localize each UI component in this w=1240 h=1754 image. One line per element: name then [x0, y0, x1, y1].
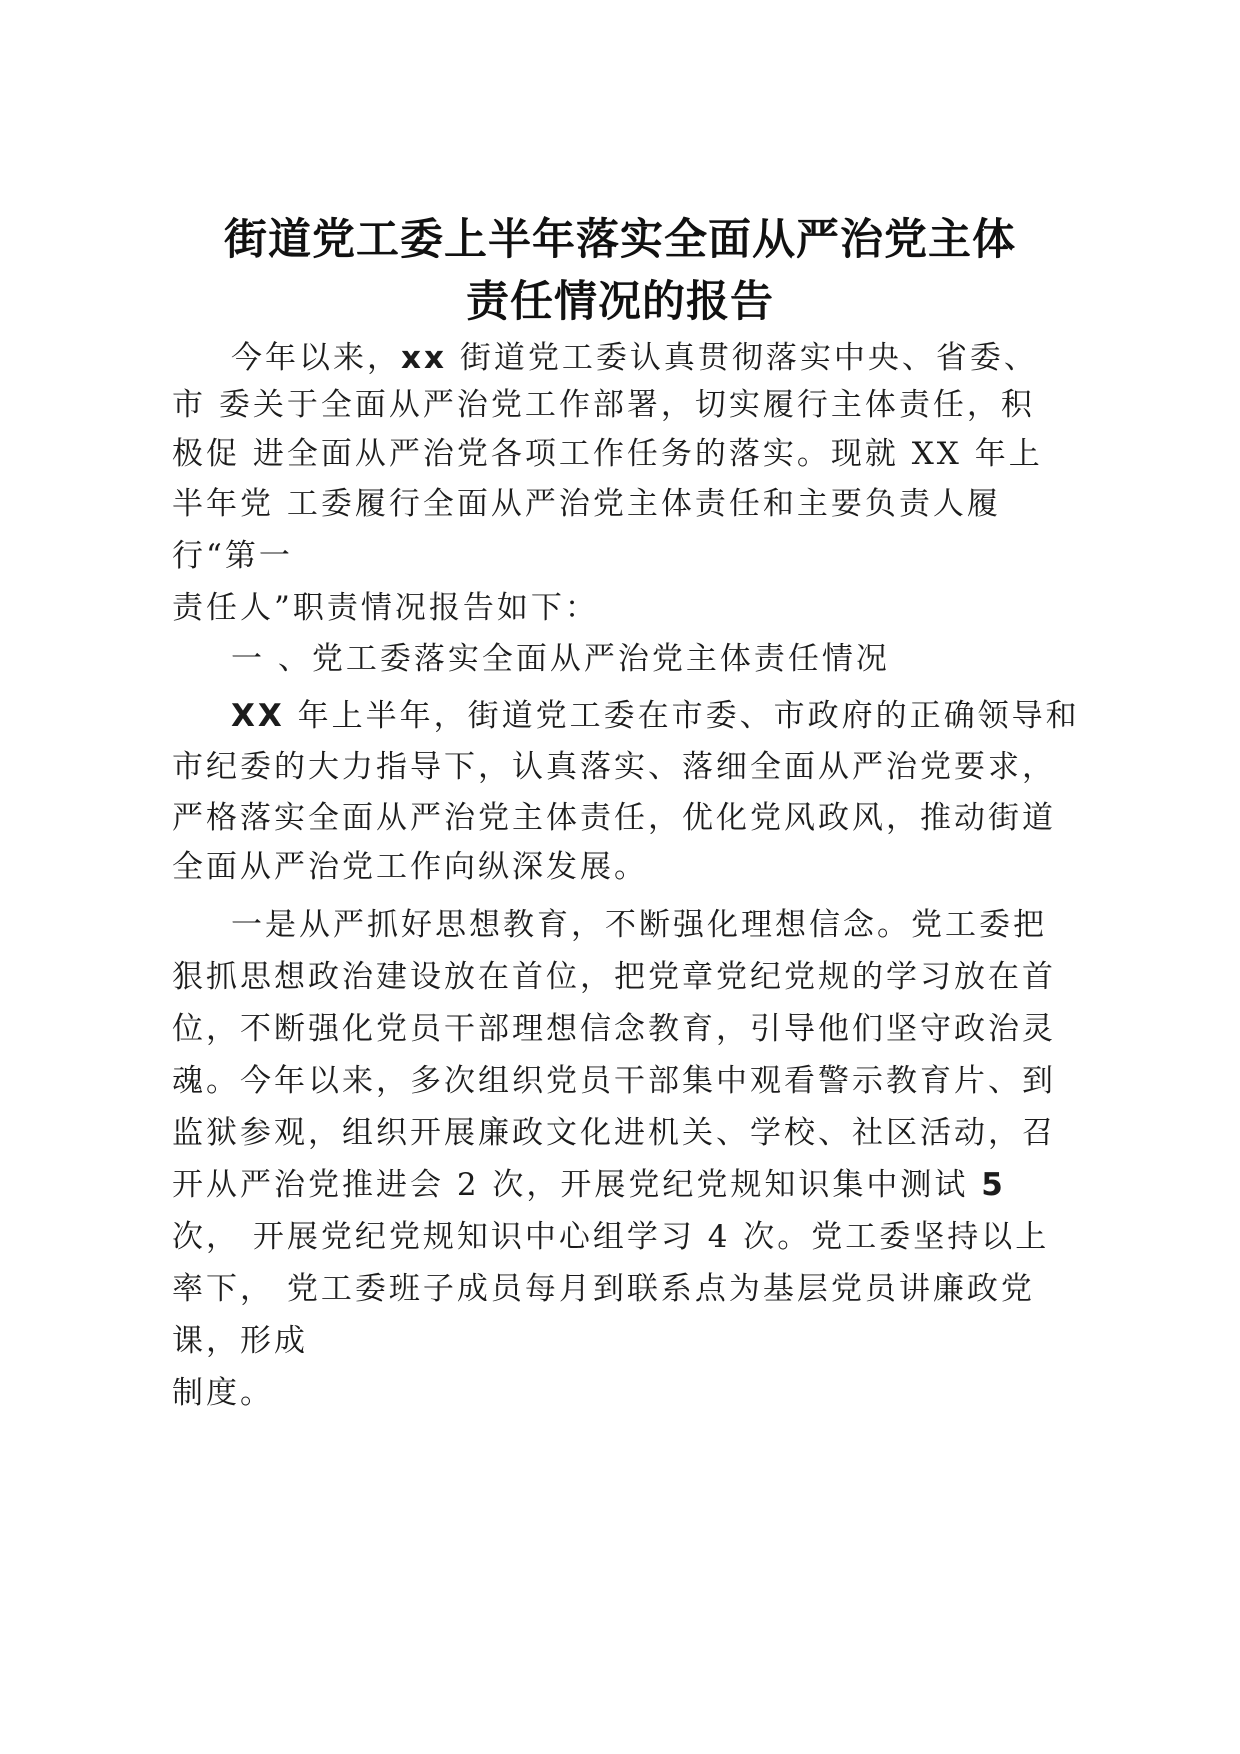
para3-line-4: 魂。今年以来，多次组织党员干部集中观看警示教育片、到 [172, 1063, 1056, 1099]
para2-year-placeholder: XX [231, 698, 285, 734]
para3-line-10: 制度。 [172, 1375, 274, 1411]
para3-line-7: 次， 开展党纪党规知识中心组学习 4 次。党工委坚持以上 [172, 1219, 1050, 1255]
document-title-line-1: 街道党工委上半年落实全面从严治党主体 [224, 215, 1016, 265]
section-heading-1: 一 、党工委落实全面从严治党主体责任情况 [231, 641, 890, 677]
para2-line-3: 严格落实全面从严治党主体责任，优化党风政风，推动街道 [172, 800, 1056, 836]
intro-text: 街道党工委认真贯彻落实中央、省委、 [447, 340, 1038, 376]
para3-line-8: 率下， 党工委班子成员每月到联系点为基层党员讲廉政党 [172, 1271, 1035, 1307]
para3-count: 5 [981, 1167, 1006, 1203]
para3-line-9: 课，形成 [172, 1323, 308, 1359]
para3-line-6 [172, 1163, 1006, 1207]
para2-line-4: 全面从严治党工作向纵深发展。 [172, 849, 648, 885]
intro-line-5: 行“第一 [172, 538, 293, 574]
para2-text: 年上半年，街道党工委在市委、市政府的正确领导和 [284, 698, 1080, 734]
document-title-line-2: 责任情况的报告 [466, 277, 774, 327]
intro-text: 今年以来， [231, 340, 401, 376]
para3-line-3: 位，不断强化党员干部理想信念教育，引导他们坚守政治灵 [172, 1011, 1056, 1047]
para2-line-2: 市纪委的大力指导下，认真落实、落细全面从严治党要求， [172, 749, 1056, 785]
para3-line-2: 狠抓思想政治建设放在首位，把党章党纪党规的学习放在首 [172, 959, 1056, 995]
intro-line-6: 责任人”职责情况报告如下： [172, 590, 599, 626]
para3-line-1: 一是从严抓好思想教育，不断强化理想信念。党工委把 [231, 907, 1047, 943]
intro-line-4: 半年党 工委履行全面从严治党主体责任和主要负责人履 [172, 486, 1001, 522]
para3-line-5: 监狱参观，组织开展廉政文化进机关、学校、社区活动，召 [172, 1115, 1056, 1151]
para3-text: 开从严治党推进会 2 次，开展党纪党规知识集中测试 [172, 1167, 982, 1203]
intro-placeholder-xx: xx [401, 340, 447, 376]
intro-line-3: 极促 进全面从严治党各项工作任务的落实。现就 XX 年上 [172, 436, 1043, 472]
intro-line-1 [231, 336, 1038, 380]
intro-line-2: 市 委关于全面从严治党工作部署，切实履行主体责任，积 [172, 387, 1035, 423]
para2-line-1 [231, 694, 1080, 738]
